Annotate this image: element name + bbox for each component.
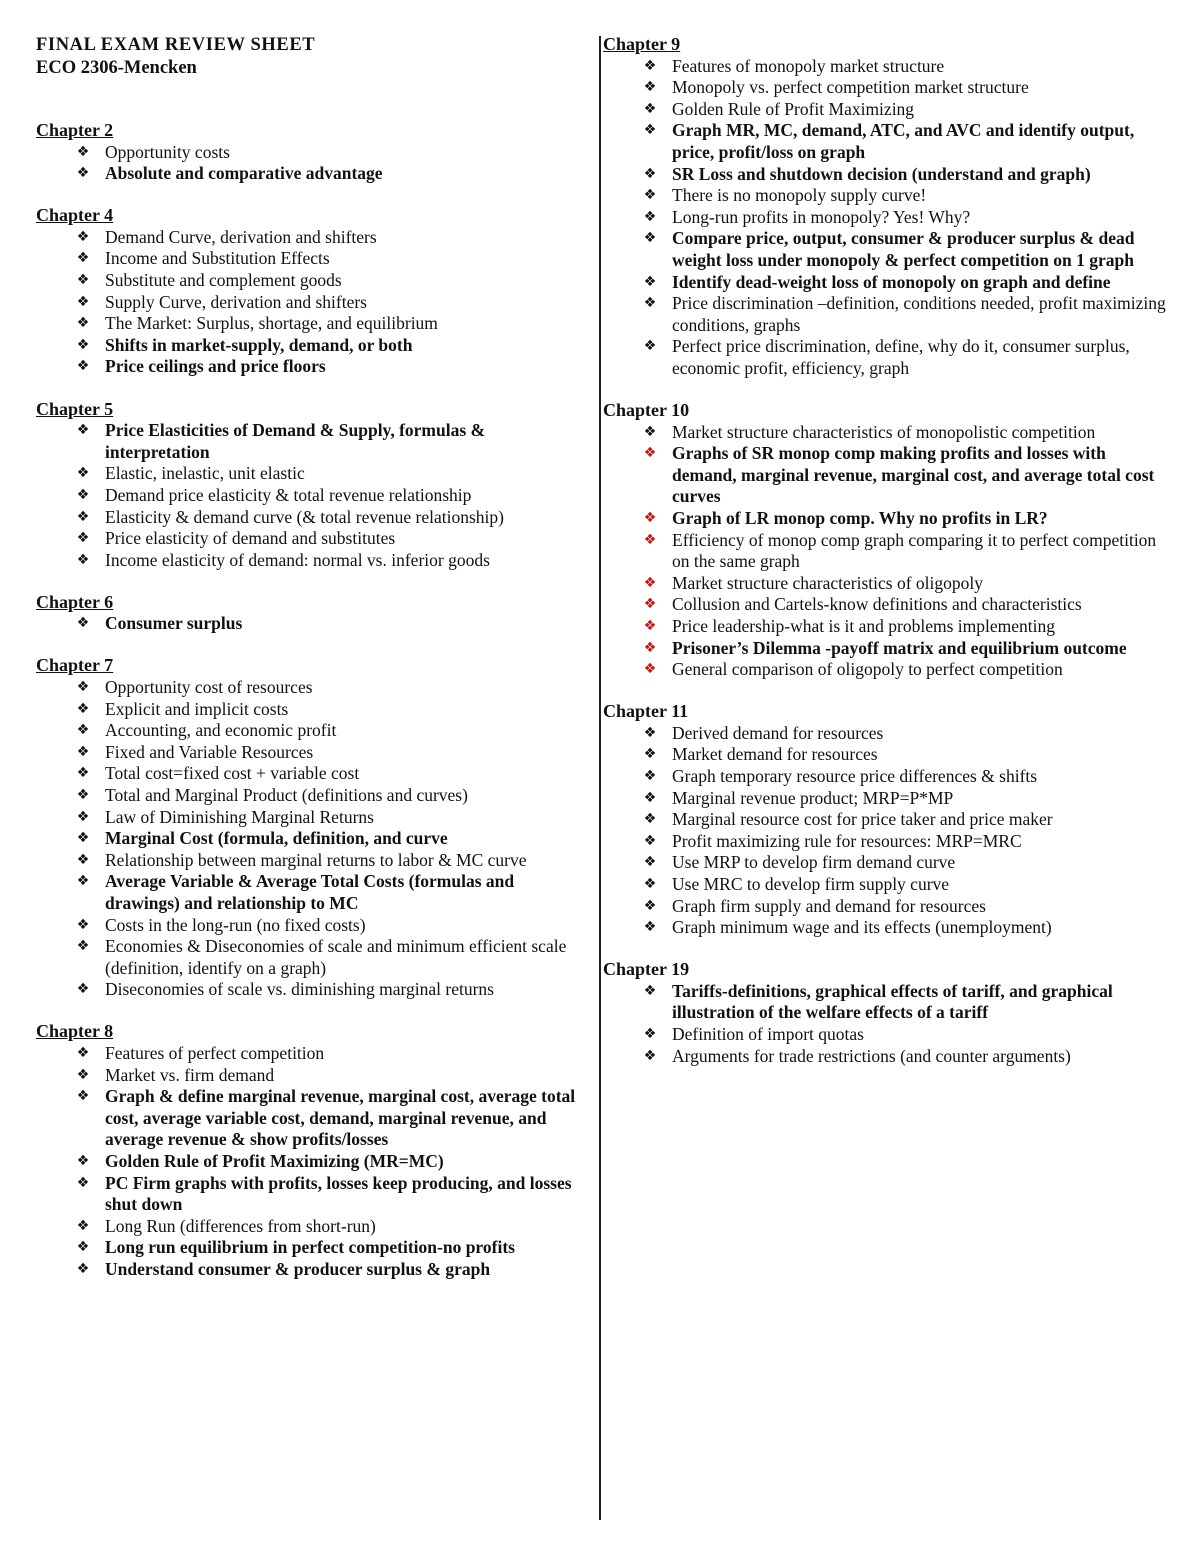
chapter-section [36, 120, 592, 185]
topic-text: Use MRC to develop firm supply curve [672, 873, 950, 894]
topic-text: Income elasticity of demand: normal vs. inferior goods [105, 549, 490, 570]
diamond-bullet-icon: ❖ [76, 250, 90, 267]
topic-text: Compare price, output, consumer & producer surplus & dead weight loss under monopoly & perfect competition on 1 graph [672, 228, 1135, 270]
topic-text: Market structure characteristics of monopolistic competition [672, 421, 1096, 442]
column-divider [599, 36, 601, 1520]
diamond-bullet-icon: ❖ [76, 508, 90, 525]
topic-text: Perfect price discrimination, define, why do it, consumer surplus, economic profit, efficiency, graph [672, 336, 1130, 378]
topic-item [603, 530, 1173, 573]
topic-text: Accounting, and economic profit [105, 720, 337, 741]
topic-text: Total and Marginal Product (definitions and curves) [105, 785, 468, 806]
diamond-bullet-icon: ❖ [76, 1261, 90, 1277]
topic-item [603, 744, 1173, 766]
chapter-section [36, 205, 592, 378]
diamond-bullet-icon: ❖ [76, 551, 90, 568]
diamond-bullet-icon: ❖ [643, 811, 657, 828]
topic-text: Supply Curve, derivation and shifters [105, 291, 367, 312]
topic-text: Graph MR, MC, demand, ATC, and AVC and identify output, price, profit/loss on graph [672, 120, 1135, 162]
topic-text: Consumer surplus [105, 613, 243, 634]
topic-text: Fixed and Variable Resources [105, 741, 314, 762]
right-column [603, 34, 1173, 1088]
diamond-bullet-icon: ❖ [76, 981, 90, 998]
topic-text: Opportunity cost of resources [105, 677, 313, 698]
diamond-bullet-icon: ❖ [76, 486, 90, 503]
diamond-bullet-icon: ❖ [643, 768, 657, 784]
topic-item [36, 807, 592, 829]
diamond-bullet-icon: ❖ [643, 724, 657, 741]
topic-item [36, 248, 592, 270]
topic-item [36, 1043, 592, 1065]
topic-item [603, 638, 1173, 660]
chapter-heading: Chapter 4 [36, 205, 114, 226]
diamond-bullet-icon: ❖ [76, 787, 90, 804]
topic-text: Graph & define marginal revenue, marginal cost, average total cost, average variable cost, demand, marginal revenue, and average revenue & show profits/losses [105, 1086, 576, 1150]
topic-text: Substitute and complement goods [105, 270, 342, 291]
topic-item [36, 785, 592, 807]
topic-item [603, 77, 1173, 99]
diamond-bullet-icon: ❖ [76, 1217, 90, 1234]
topic-text: There is no monopoly supply curve! [672, 185, 927, 206]
topic-list [36, 1043, 592, 1281]
right-chapter-list [603, 34, 1173, 1067]
topic-item [603, 120, 1173, 163]
diamond-bullet-icon: ❖ [643, 531, 657, 548]
topic-item [36, 550, 592, 572]
diamond-bullet-icon: ❖ [643, 295, 657, 312]
left-column [36, 34, 592, 1301]
topic-text: Arguments for trade restrictions (and counter arguments) [672, 1045, 1071, 1066]
diamond-bullet-icon: ❖ [76, 1174, 90, 1191]
topic-item [603, 809, 1173, 831]
diamond-bullet-icon: ❖ [643, 639, 657, 656]
topic-item [603, 99, 1173, 121]
topic-text: Use MRP to develop firm demand curve [672, 852, 956, 873]
diamond-bullet-icon: ❖ [76, 765, 90, 782]
topic-item [603, 874, 1173, 896]
topic-item [603, 896, 1173, 918]
topic-text: Costs in the long-run (no fixed costs) [105, 914, 366, 935]
topic-text: Monopoly vs. perfect competition market structure [672, 77, 1029, 98]
topic-text: Shifts in market-supply, demand, or both [105, 334, 413, 355]
diamond-bullet-icon: ❖ [643, 273, 657, 290]
diamond-bullet-icon: ❖ [643, 208, 657, 225]
diamond-bullet-icon: ❖ [643, 897, 657, 914]
chapter-heading: Chapter 8 [36, 1021, 114, 1042]
topic-list [36, 613, 592, 635]
diamond-bullet-icon: ❖ [643, 854, 657, 871]
topic-list [36, 420, 592, 571]
diamond-bullet-icon: ❖ [643, 574, 657, 591]
diamond-bullet-icon: ❖ [76, 615, 90, 632]
diamond-bullet-icon: ❖ [76, 1153, 90, 1170]
topic-list [36, 142, 592, 185]
topic-text: Features of monopoly market structure [672, 55, 945, 76]
diamond-bullet-icon: ❖ [643, 1026, 657, 1043]
topic-text: Income and Substitution Effects [105, 248, 330, 269]
topic-item [36, 613, 592, 635]
chapter-section [603, 400, 1173, 681]
diamond-bullet-icon: ❖ [76, 272, 90, 289]
chapter-heading: Chapter 6 [36, 591, 114, 612]
topic-text: Market vs. firm demand [105, 1064, 275, 1085]
diamond-bullet-icon: ❖ [643, 596, 657, 613]
diamond-bullet-icon: ❖ [643, 100, 657, 117]
topic-item [36, 1065, 592, 1087]
diamond-bullet-icon: ❖ [76, 679, 90, 696]
topic-item [603, 788, 1173, 810]
topic-item [36, 528, 592, 550]
topic-item [36, 485, 592, 507]
diamond-bullet-icon: ❖ [76, 530, 90, 547]
topic-text: Long Run (differences from short-run) [105, 1215, 376, 1236]
topic-text: Absolute and comparative advantage [105, 163, 383, 184]
topic-list [603, 981, 1173, 1067]
diamond-bullet-icon: ❖ [76, 465, 90, 482]
topic-text: Derived demand for resources [672, 722, 884, 743]
topic-item [603, 422, 1173, 444]
topic-text: SR Loss and shutdown decision (understand and graph) [672, 163, 1091, 184]
topic-item [603, 981, 1173, 1024]
diamond-bullet-icon: ❖ [76, 873, 90, 890]
topic-item [36, 936, 592, 979]
topic-item [36, 463, 592, 485]
topic-text: Diseconomies of scale vs. diminishing marginal returns [105, 979, 494, 1000]
diamond-bullet-icon: ❖ [76, 1045, 90, 1062]
topic-item [603, 766, 1173, 788]
topic-item [603, 723, 1173, 745]
topic-text: Elastic, inelastic, unit elastic [105, 463, 305, 484]
topic-text: Long run equilibrium in perfect competition-no profits [105, 1237, 515, 1258]
diamond-bullet-icon: ❖ [643, 79, 657, 96]
topic-item [36, 1173, 592, 1216]
topic-text: Definition of import quotas [672, 1024, 864, 1045]
topic-text: Golden Rule of Profit Maximizing [672, 98, 915, 119]
topic-item [36, 1151, 592, 1173]
topic-item [36, 356, 592, 378]
topic-item [36, 1216, 592, 1238]
topic-item [36, 915, 592, 937]
diamond-bullet-icon: ❖ [76, 315, 90, 332]
diamond-bullet-icon: ❖ [643, 1047, 657, 1064]
diamond-bullet-icon: ❖ [643, 832, 657, 849]
topic-text: Graphs of SR monop comp making profits and losses with demand, marginal revenue, marginal cost, and average total cost curves [672, 443, 1155, 507]
topic-text: Elasticity & demand curve (& total revenue relationship) [105, 506, 504, 527]
diamond-bullet-icon: ❖ [76, 743, 90, 760]
diamond-bullet-icon: ❖ [643, 919, 657, 936]
topic-item [603, 207, 1173, 229]
topic-item [603, 1046, 1173, 1068]
topic-text: Collusion and Cartels-know definitions and characteristics [672, 594, 1082, 615]
topic-text: Opportunity costs [105, 141, 230, 162]
diamond-bullet-icon: ❖ [643, 617, 657, 634]
topic-item [603, 56, 1173, 78]
diamond-bullet-icon: ❖ [76, 228, 90, 245]
topic-text: Features of perfect competition [105, 1043, 325, 1064]
diamond-bullet-icon: ❖ [76, 830, 90, 847]
topic-text: PC Firm graphs with profits, losses keep producing, and losses shut down [105, 1172, 572, 1215]
topic-item [36, 227, 592, 249]
diamond-bullet-icon: ❖ [643, 789, 657, 806]
topic-item [36, 292, 592, 314]
diamond-bullet-icon: ❖ [76, 700, 90, 717]
topic-item [603, 917, 1173, 939]
diamond-bullet-icon: ❖ [76, 422, 90, 439]
chapter-section [36, 592, 592, 635]
chapter-section [603, 34, 1173, 380]
topic-item [36, 720, 592, 742]
topic-item [36, 828, 592, 850]
chapter-section [36, 399, 592, 572]
topic-item [36, 1259, 592, 1281]
diamond-bullet-icon: ❖ [76, 1088, 90, 1105]
course-subtitle: ECO 2306-Mencken [36, 58, 197, 78]
diamond-bullet-icon: ❖ [643, 122, 657, 139]
topic-item [603, 616, 1173, 638]
topic-text: Price leadership-what is it and problems implementing [672, 615, 1055, 636]
diamond-bullet-icon: ❖ [643, 423, 657, 440]
topic-text: Graph firm supply and demand for resources [672, 895, 986, 916]
chapter-heading: Chapter 19 [603, 959, 690, 980]
topic-item [603, 852, 1173, 874]
diamond-bullet-icon: ❖ [643, 230, 657, 247]
diamond-bullet-icon: ❖ [643, 982, 657, 999]
topic-text: Tariffs-definitions, graphical effects of tariff, and graphical illustration of the welfare effects of a tariff [672, 980, 1113, 1023]
topic-list [603, 56, 1173, 380]
topic-item [603, 659, 1173, 681]
topic-text: Marginal revenue product; MRP=P*MP [672, 787, 954, 808]
topic-text: Demand price elasticity & total revenue relationship [105, 484, 472, 505]
diamond-bullet-icon: ❖ [76, 143, 90, 160]
topic-item [603, 293, 1173, 336]
diamond-bullet-icon: ❖ [643, 661, 657, 678]
topic-item [603, 573, 1173, 595]
topic-item [603, 594, 1173, 616]
topic-item [603, 508, 1173, 530]
topic-text: Golden Rule of Profit Maximizing (MR=MC) [105, 1151, 444, 1172]
topic-item [36, 270, 592, 292]
topic-text: Total cost=fixed cost + variable cost [105, 763, 360, 784]
topic-item [36, 763, 592, 785]
topic-text: Understand consumer & producer surplus & graph [105, 1259, 491, 1279]
topic-list [36, 227, 592, 378]
diamond-bullet-icon: ❖ [643, 746, 657, 763]
topic-text: Economies & Diseconomies of scale and minimum efficient scale (definition, identify on a graph) [105, 936, 567, 978]
chapter-heading: Chapter 2 [36, 120, 114, 140]
topic-item [36, 1237, 592, 1259]
topic-text: Explicit and implicit costs [105, 698, 289, 719]
topic-text: Graph minimum wage and its effects (unemployment) [672, 917, 1052, 938]
diamond-bullet-icon: ❖ [76, 938, 90, 955]
diamond-bullet-icon: ❖ [76, 916, 90, 933]
topic-text: Relationship between marginal returns to labor & MC curve [105, 849, 527, 870]
topic-item [36, 163, 592, 185]
topic-item [603, 272, 1173, 294]
topic-text: Market demand for resources [672, 744, 878, 765]
topic-list [603, 422, 1173, 681]
topic-text: Identify dead-weight loss of monopoly on graph and define [672, 271, 1111, 292]
topic-text: Marginal resource cost for price taker and price maker [672, 809, 1053, 830]
topic-text: Profit maximizing rule for resources: MRP=MRC [672, 830, 1022, 851]
topic-item [603, 443, 1173, 508]
topic-item [36, 507, 592, 529]
chapter-heading: Chapter 5 [36, 398, 114, 419]
topic-text: Price elasticity of demand and substitutes [105, 528, 396, 549]
topic-text: Graph temporary resource price differences & shifts [672, 766, 1038, 786]
topic-item [603, 336, 1173, 379]
topic-item [36, 979, 592, 1001]
topic-item [36, 699, 592, 721]
topic-item [36, 313, 592, 335]
topic-item [603, 164, 1173, 186]
topic-item [36, 335, 592, 357]
diamond-bullet-icon: ❖ [76, 722, 90, 739]
topic-text: Market structure characteristics of oligopoly [672, 572, 984, 593]
left-chapter-list [36, 120, 592, 1281]
topic-item [36, 871, 592, 914]
topic-text: Marginal Cost (formula, definition, and curve [105, 828, 448, 849]
topic-item [36, 850, 592, 872]
diamond-bullet-icon: ❖ [76, 851, 90, 868]
diamond-bullet-icon: ❖ [643, 875, 657, 892]
topic-item [603, 185, 1173, 207]
topic-text: Price Elasticities of Demand & Supply, formulas & interpretation [105, 420, 486, 462]
chapter-section [603, 701, 1173, 939]
topic-text: Law of Diminishing Marginal Returns [105, 806, 374, 827]
topic-text: General comparison of oligopoly to perfect competition [672, 659, 1063, 680]
diamond-bullet-icon: ❖ [76, 808, 90, 825]
chapter-heading: Chapter 11 [603, 701, 689, 722]
topic-text: Average Variable & Average Total Costs (formulas and drawings) and relationship to MC [105, 871, 515, 913]
chapter-section [36, 655, 592, 1001]
topic-item [36, 742, 592, 764]
diamond-bullet-icon: ❖ [643, 509, 657, 526]
document-title: FINAL EXAM REVIEW SHEET [36, 35, 316, 55]
diamond-bullet-icon: ❖ [76, 293, 90, 310]
topic-list [603, 723, 1173, 939]
diamond-bullet-icon: ❖ [643, 445, 657, 462]
chapter-heading: Chapter 9 [603, 34, 681, 54]
topic-item [36, 677, 592, 699]
topic-item [603, 228, 1173, 271]
topic-text: Price ceilings and price floors [105, 356, 326, 377]
chapter-heading: Chapter 7 [36, 655, 114, 676]
diamond-bullet-icon: ❖ [643, 57, 657, 74]
topic-item [603, 1024, 1173, 1046]
topic-text: Prisoner’s Dilemma -payoff matrix and equilibrium outcome [672, 637, 1127, 658]
chapter-heading: Chapter 10 [603, 400, 690, 420]
topic-item [36, 142, 592, 164]
topic-text: Graph of LR monop comp. Why no profits in LR? [672, 507, 1048, 528]
topic-text: Price discrimination –definition, conditions needed, profit maximizing conditions, graphs [672, 293, 1166, 335]
chapter-section [603, 959, 1173, 1067]
diamond-bullet-icon: ❖ [76, 165, 90, 182]
topic-text: Long-run profits in monopoly? Yes! Why? [672, 206, 971, 227]
topic-text: Efficiency of monop comp graph comparing it to perfect competition on the same graph [672, 529, 1157, 572]
chapter-section [36, 1021, 592, 1280]
topic-text: Demand Curve, derivation and shifters [105, 226, 377, 247]
diamond-bullet-icon: ❖ [643, 165, 657, 182]
topic-text: The Market: Surplus, shortage, and equilibrium [105, 313, 438, 334]
topic-item [603, 831, 1173, 853]
diamond-bullet-icon: ❖ [76, 1066, 90, 1083]
topic-list [36, 677, 592, 1001]
diamond-bullet-icon: ❖ [76, 358, 90, 375]
topic-item [36, 420, 592, 463]
diamond-bullet-icon: ❖ [76, 1239, 90, 1256]
diamond-bullet-icon: ❖ [643, 338, 657, 355]
diamond-bullet-icon: ❖ [643, 187, 657, 204]
topic-item [36, 1086, 592, 1151]
diamond-bullet-icon: ❖ [76, 336, 90, 353]
